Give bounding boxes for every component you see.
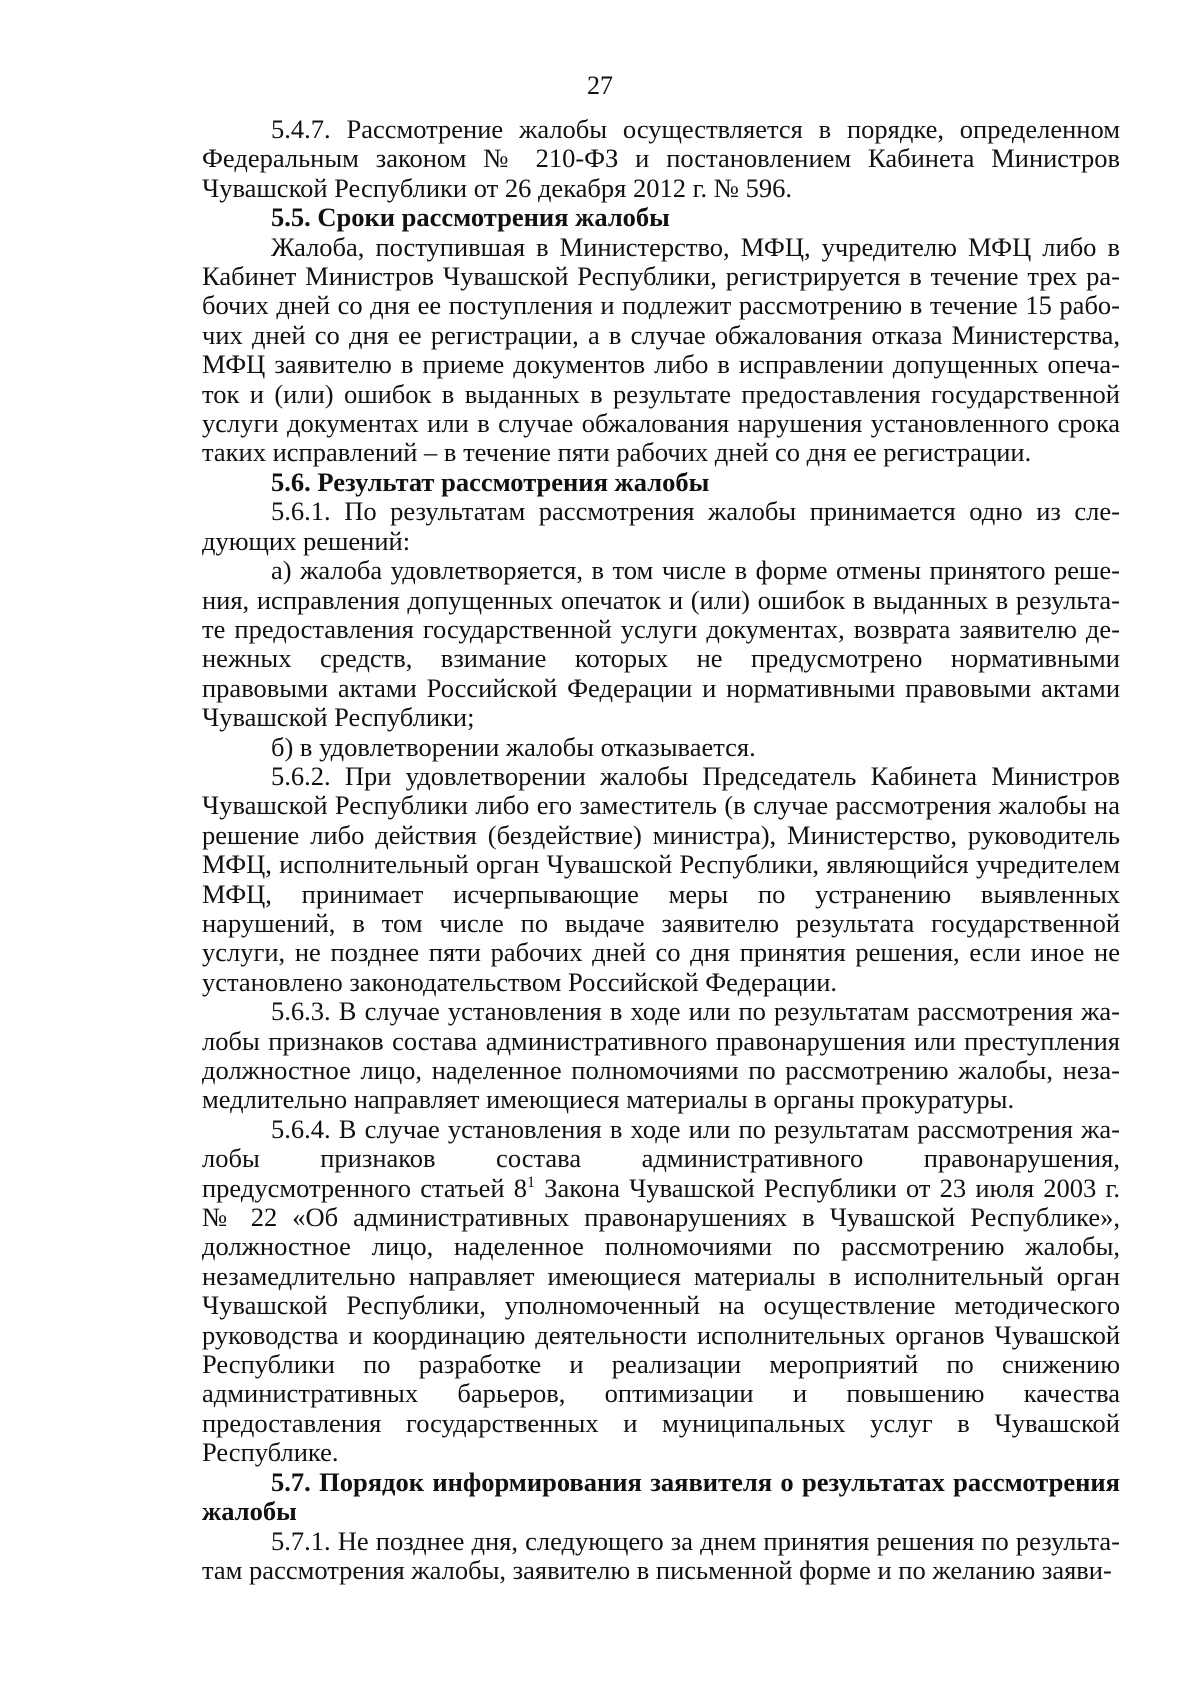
paragraph-5-7-1: 5.7.1. Не позднее дня, следующего за днем принятия решения по результатам рассмотрения жалобы, заявителю в письменной форме и по желанию заяви- bbox=[202, 1525, 1120, 1585]
paragraph-5-6-4 bbox=[202, 1115, 1120, 1468]
paragraph-5-6-4-part-1: 5.6.4. В случае установления в ходе или по результатам рассмотрения жалобы признаков состава административного правонарушения, предусмотренного статьей 8 bbox=[202, 1113, 1120, 1203]
paragraph-5-6-3: 5.6.3. В случае установления в ходе или по результатам рассмотрения жалобы признаков состава административного правонарушения или преступления должностное лицо, наделенное полномочиями по рассмотрению жалобы, незамедлительно направляет имеющиеся материалы в органы прокуратуры. bbox=[202, 996, 1120, 1115]
section-heading-5-7: 5.7. Порядок информирования заявителя о результатах рассмотрения жалобы bbox=[202, 1466, 1120, 1527]
paragraph-5-5: Жалоба, поступившая в Министерство, МФЦ, учредителю МФЦ либо в Кабинет Министров Чувашской Республики, регистрируется в течение трех рабочих дней со дня ее поступления и подлежит рассмотрению в течение 15 рабочих дней со дня ее регистрации, а в случае обжалования отказа Министерства, МФЦ заявителю в приеме документов либо в исправлении допущенных опечаток и (или) ошибок в выданных в результате предоставления государственной услуги документах или в случае обжалования нарушения установленного срока таких исправлений – в течение пяти рабочих дней со дня ее регистрации. bbox=[202, 231, 1120, 468]
document-body bbox=[202, 115, 1120, 1585]
paragraph-5-4-7: 5.4.7. Рассмотрение жалобы осуществляется в порядке, определенном Федеральным законом № 210-ФЗ и постановлением Кабинета Министров Чувашской Республики от 26 декабря 2012 г. № 596. bbox=[202, 114, 1120, 203]
paragraph-5-6-1-a: а) жалоба удовлетворяется, в том числе в форме отмены принятого решения, исправления допущенных опечаток и (или) ошибок в выданных в результате предоставления государственной услуги документах, возврата заявителю денежных средств, взимание которых не предусмотрено нормативными правовыми актами Российской Федерации и нормативными правовыми актами Чувашской Республики; bbox=[202, 555, 1120, 733]
section-heading-5-6: 5.6. Результат рассмотрения жалобы bbox=[271, 466, 710, 497]
superscript-marker: 1 bbox=[527, 1173, 535, 1191]
paragraph-5-6-1: 5.6.1. По результатам рассмотрения жалобы принимается одно из следующих решений: bbox=[202, 496, 1120, 556]
page-number: 27 bbox=[587, 71, 613, 100]
paragraph-5-6-2: 5.6.2. При удовлетворении жалобы Председатель Кабинета Министров Чувашской Республики либо его заместитель (в случае рассмотрения жалобы на решение либо действия (бездействие) министра), Министерство, руководитель МФЦ, исполнительный орган Чувашской Республики, являющийся учредителем МФЦ, принимает исчерпывающие меры по устранению выявленных нарушений, в том числе по выдаче заявителю результата государственной услуги, не позднее пяти рабочих дней со дня принятия решения, если иное не установлено законодательством Российской Федерации. bbox=[202, 760, 1120, 997]
paragraph-5-6-4-part-2: Закона Чувашской Республики от 23 июля 2003 г. № 22 «Об административных правонарушениях в Чувашской Республике», должностное лицо, наделенное полномочиями по рассмотрению жалобы, незамедлительно направляет имеющиеся материалы в исполнительный орган Чувашской Республики, уполномоченный на осуществление методического руководства и координацию деятельности исполнительных органов Чувашской Республики по разработке и реализации мероприятий по снижению административных барьеров, оптимизации и повышению качества предоставления государственных и муниципальных услуг в Чувашской Республике. bbox=[202, 1172, 1120, 1468]
section-heading-5-5: 5.5. Сроки рассмотрения жалобы bbox=[271, 202, 670, 233]
paragraph-5-6-1-b: б) в удовлетворении жалобы отказывается. bbox=[271, 731, 756, 762]
